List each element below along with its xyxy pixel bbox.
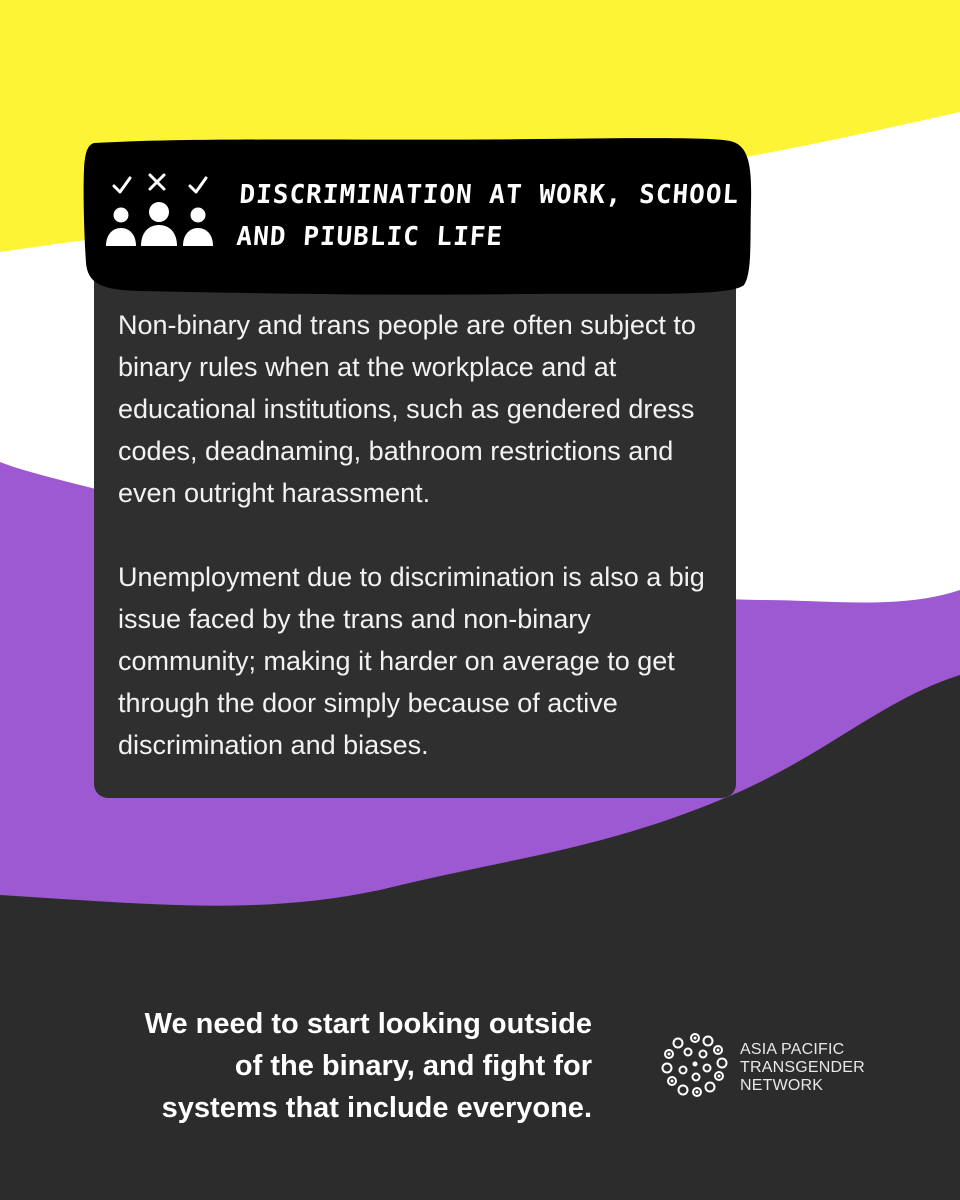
paragraph-unemployment: Unemployment due to discrimination is also a big issue faced by the trans and non-binary community; making it harder on average to get through the door simply because of active discrimination and biases. <box>118 562 705 760</box>
logo-line-1: ASIA PACIFIC <box>740 1041 845 1058</box>
header-title <box>235 174 741 258</box>
organization-name <box>740 1041 865 1095</box>
closing-tagline <box>52 1003 592 1129</box>
tagline-line-2: of the binary, and fight for <box>234 1050 592 1082</box>
tagline-line-3: systems that include everyone. <box>161 1092 592 1124</box>
people-check-icon <box>104 170 216 250</box>
paragraph-workplace-rules: Non-binary and trans people are often subject to binary rules when at the workplace and at educational institutions, such as gendered dress codes, deadnaming, bathroom restrictions and even outright harassment. <box>118 310 696 508</box>
circle-dots-logo-icon <box>660 1030 730 1100</box>
header-title-line-2: AND PIUBLIC LIFE <box>235 222 505 252</box>
logo-line-2: TRANSGENDER <box>740 1059 865 1076</box>
header-title-line-1: DISCRIMINATION AT WORK, SCHOOL <box>238 180 741 210</box>
tagline-line-1: We need to start looking outside <box>144 1008 592 1040</box>
logo-line-3: NETWORK <box>740 1077 824 1094</box>
card-body <box>118 304 718 766</box>
